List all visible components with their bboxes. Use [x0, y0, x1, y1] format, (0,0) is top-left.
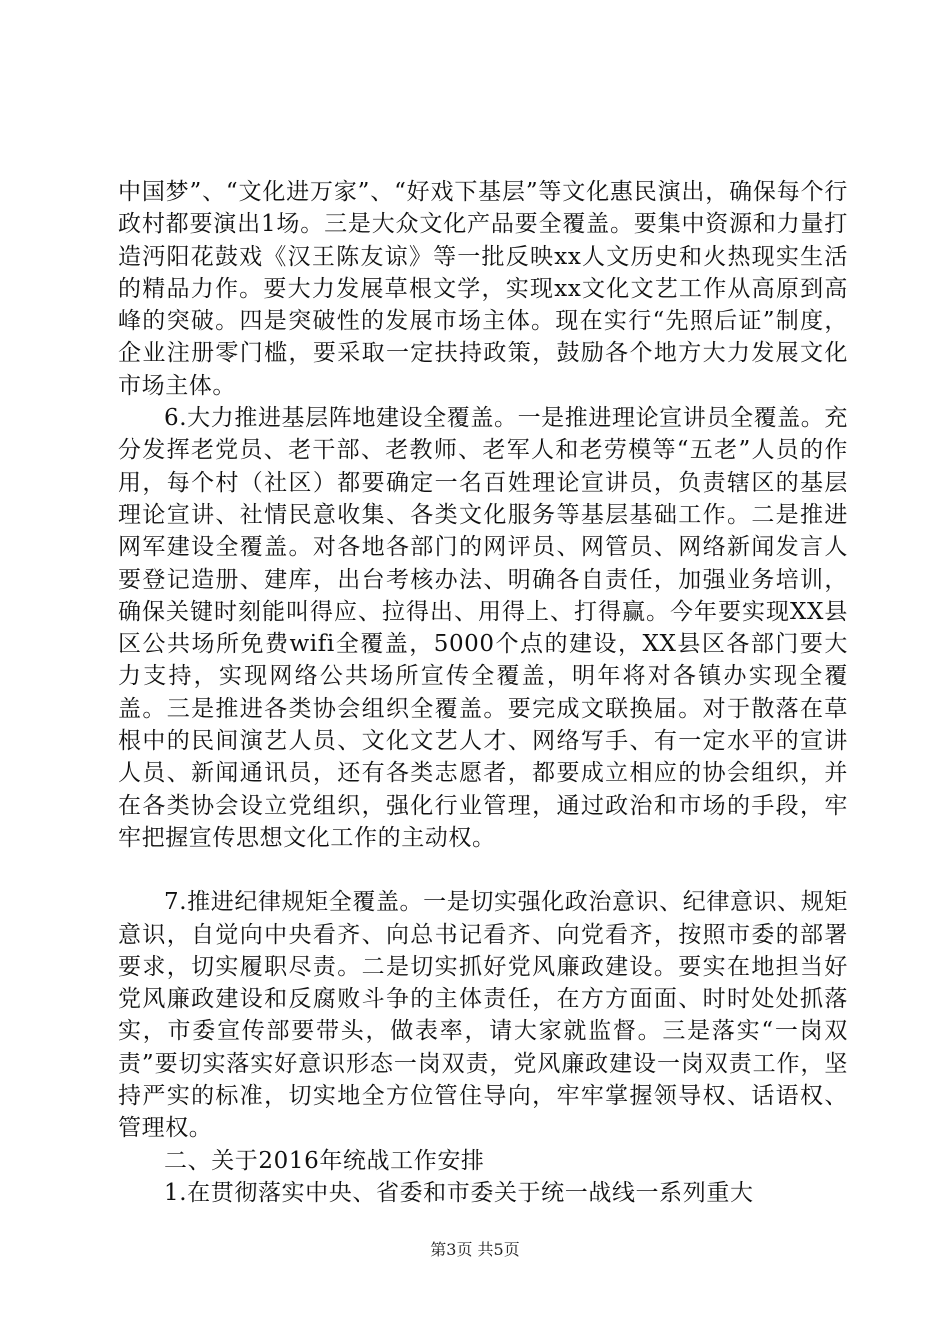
paragraph-spacer	[118, 854, 848, 886]
paragraph-section-6: 6.大力推进基层阵地建设全覆盖。一是推进理论宣讲员全覆盖。充分发挥老党员、老干部、老教师、老军人和老劳模等“五老”人员的作用，每个村（社区）都要确定一名百姓理论宣讲员，负责辖区的基层理论宣讲、社情民意收集、各类文化服务等基层基础工作。二是推进网军建设全覆盖。对各地各部门的网评员、网管员、网络新闻发言人要登记造册、建库，出台考核办法、明确各自责任，加强业务培训，确保关键时刻能叫得应、拉得出、用得上、打得赢。今年要实现XX县区公共场所免费wifi全覆盖，5000个点的建设，XX县区各部门要大力支持，实现网络公共场所宣传全覆盖，明年将对各镇办实现全覆盖。三是推进各类协会组织全覆盖。要完成文联换届。对于散落在草根中的民间演艺人员、文化文艺人才、网络写手、有一定水平的宣讲人员、新闻通讯员，还有各类志愿者，都要成立相应的协会组织，并在各类协会设立党组织，强化行业管理，通过政治和市场的手段，牢牢把握宣传思想文化工作的主动权。	[118, 405, 848, 851]
document-body	[118, 176, 848, 1209]
paragraph-united-front-1: 1.在贯彻落实中央、省委和市委关于统一战线一系列重大	[164, 1179, 754, 1206]
section-heading-united-front: 二、关于2016年统战工作安排	[164, 1147, 485, 1174]
paragraph-culture-continuation: 中国梦”、“文化进万家”、“好戏下基层”等文化惠民演出，确保每个行政村都要演出1场。三是大众文化产品要全覆盖。要集中资源和力量打造沔阳花鼓戏《汉王陈友谅》等一批反映xx人文历史和火热现实生活的精品力作。要大力发展草根文学，实现xx文化文艺工作从高原到高峰的突破。四是突破性的发展市场主体。现在实行“先照后证”制度，企业注册零门槛，要采取一定扶持政策，鼓励各个地方大力发展文化市场主体。	[118, 179, 848, 399]
page-number-footer: 第3页 共5页	[430, 1240, 520, 1259]
paragraph-section-7: 7.推进纪律规矩全覆盖。一是切实强化政治意识、纪律意识、规矩意识，自觉向中央看齐、向总书记看齐、向党看齐，按照市委的部署要求，切实履职尽责。二是切实抓好党风廉政建设。要实在地担当好党风廉政建设和反腐败斗争的主体责任，在方方面面、时时处处抓落实，市委宣传部要带头，做表率，请大家就监督。三是落实“一岗双责”要切实落实好意识形态一岗双责，党风廉政建设一岗双责工作，坚持严实的标准，切实地全方位管住导向，牢牢掌握领导权、话语权、管理权。	[118, 889, 848, 1142]
